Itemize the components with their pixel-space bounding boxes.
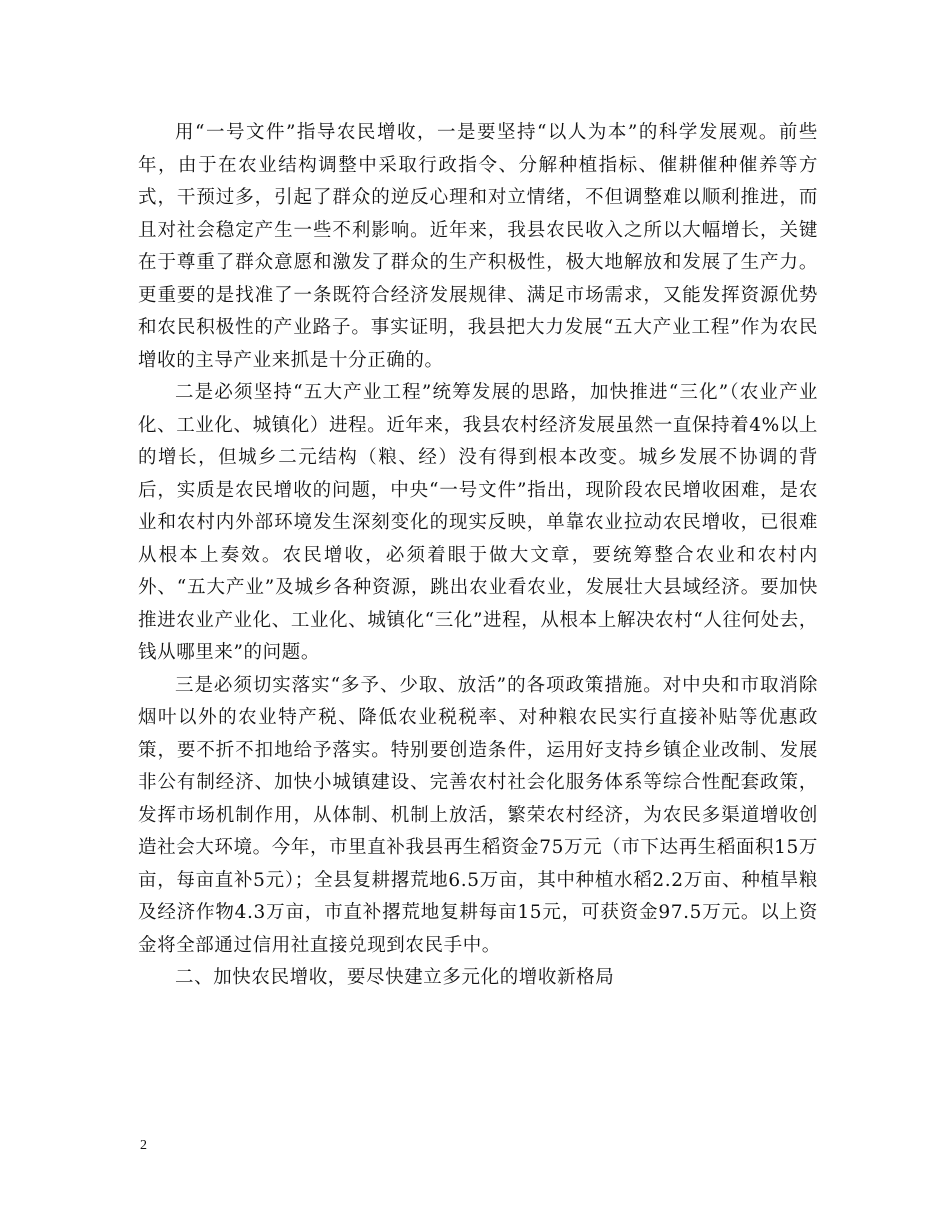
page-number: 2 [140, 1138, 147, 1153]
paragraph: 三是必须切实落实“多予、少取、放活”的各项政策措施。对中央和市取消除烟叶以外的农业特产税、降低农业税税率、对种粮农民实行直接补贴等优惠政策，要不折不扣地给予落实。特别要创造条件，运用好支持乡镇企业改制、发展非公有制经济、加快小城镇建设、完善农村社会化服务体系等综合性配套政策，发挥市场机制作用，从体制、机制上放活，繁荣农村经济，为农民多渠道增收创造社会大环境。今年，市里直补我县再生稻资金75万元（市下达再生稻面积15万亩，每亩直补5元）；全县复耕撂荒地6.5万亩，其中种植水稻2.2万亩、种植旱粮及经济作物4.3万亩，市直补撂荒地复耕每亩15元，可获资金97.5万元。以上资金将全部通过信用社直接兑现到农民手中。 [138, 674, 818, 956]
paragraph: 二是必须坚持“五大产业工程”统筹发展的思路，加快推进“三化”（农业产业化、工业化、城镇化）进程。近年来，我县农村经济发展虽然一直保持着4%以上的增长，但城乡二元结构（粮、经）没有得到根本改变。城乡发展不协调的背后，实质是农民增收的问题，中央“一号文件”指出，现阶段农民增收困难，是农业和农村内外部环境发生深刻变化的现实反映，单靠农业拉动农民增收，已很难从根本上奏效。农民增收，必须着眼于做大文章，要统筹整合农业和农村内外、“五大产业”及城乡各种资源，跳出农业看农业，发展壮大县域经济。要加快推进农业产业化、工业化、城镇化“三化”进程，从根本上解决农村“人往何处去，钱从哪里来”的问题。 [138, 382, 818, 663]
document-body [138, 117, 818, 995]
section-heading: 二、加快农民增收，要尽快建立多元化的增收新格局 [175, 967, 615, 988]
paragraph: 用“一号文件”指导农民增收，一是要坚持“以人为本”的科学发展观。前些年，由于在农业结构调整中采取行政指令、分解种植指标、催耕催种催养等方式，干预过多，引起了群众的逆反心理和对立情绪，不但调整难以顺利推进，而且对社会稳定产生一些不利影响。近年来，我县农民收入之所以大幅增长，关键在于尊重了群众意愿和激发了群众的生产积极性，极大地解放和发展了生产力。更重要的是找准了一条既符合经济发展规律、满足市场需求，又能发挥资源优势和农民积极性的产业路子。事实证明，我县把大力发展“五大产业工程”作为农民增收的主导产业来抓是十分正确的。 [138, 122, 818, 371]
